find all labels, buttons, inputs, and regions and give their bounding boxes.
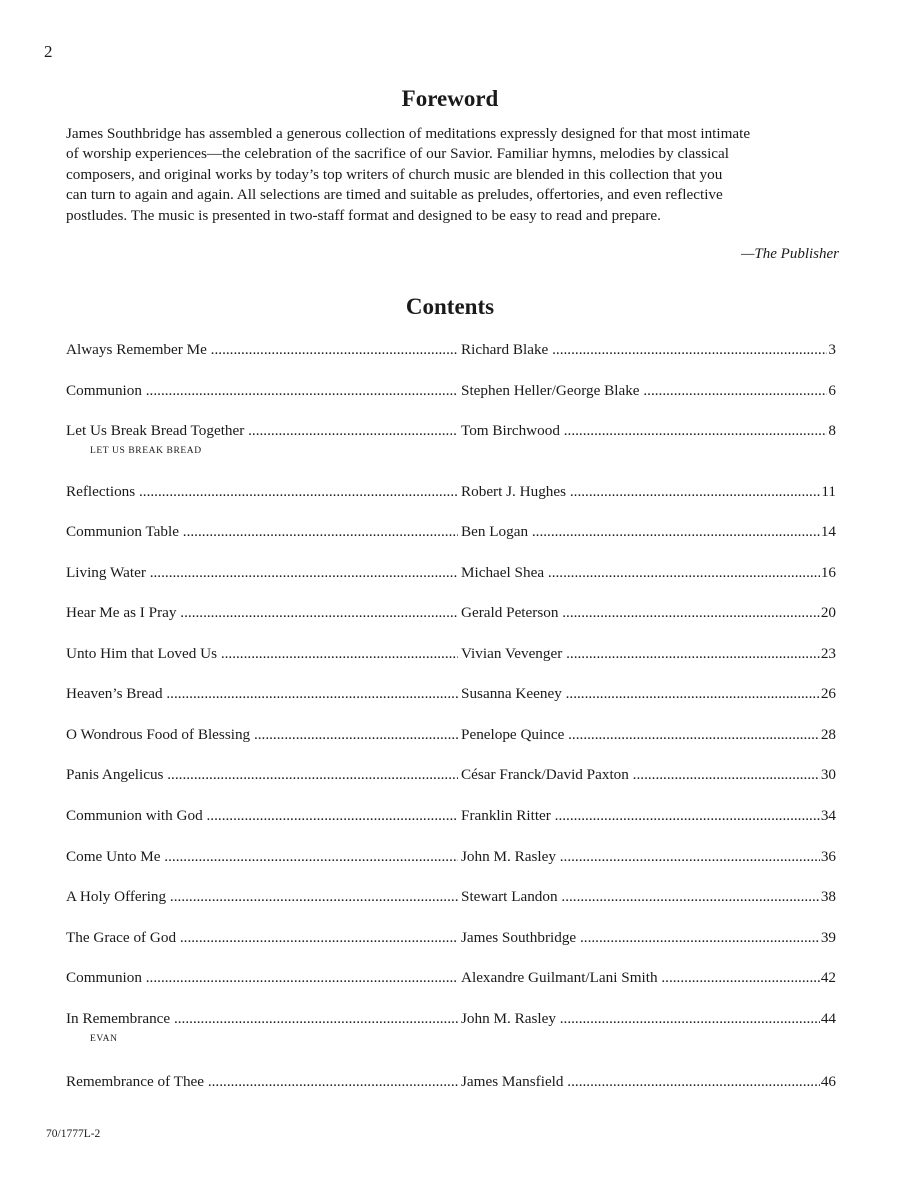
toc-page: 14 bbox=[820, 523, 836, 540]
toc-title: A Holy Offering ..... bbox=[66, 887, 458, 907]
toc-page: 46 bbox=[820, 1073, 836, 1090]
foreword-title: Foreword bbox=[401, 86, 499, 111]
toc-composer: Penelope Quince ..... bbox=[461, 725, 836, 745]
toc-composer: Alexandre Guilmant/Lani Smith ..... bbox=[461, 968, 836, 988]
toc-page: 23 bbox=[820, 645, 836, 662]
toc-title: Living Water ..... bbox=[66, 563, 458, 583]
toc-composer: John M. Rasley ..... bbox=[461, 847, 836, 867]
toc-entry bbox=[66, 887, 836, 907]
toc-page: 42 bbox=[820, 969, 836, 986]
toc-title: Let Us Break Bread Together ..... bbox=[66, 421, 458, 441]
toc-entry bbox=[66, 1072, 836, 1092]
toc-entry bbox=[66, 725, 836, 745]
toc-tune-name: LET US BREAK BREAD bbox=[90, 446, 202, 456]
contents-title: Contents bbox=[405, 294, 495, 319]
toc-entry bbox=[66, 563, 836, 583]
toc-composer: Franklin Ritter ..... bbox=[461, 806, 836, 826]
toc-title: Communion ..... bbox=[66, 968, 458, 988]
toc-page: 8 bbox=[828, 422, 836, 439]
foreword-line: postludes. The music is presented in two-staff format and designed to be easy to read and prepare. bbox=[66, 206, 661, 224]
toc-entry bbox=[66, 522, 836, 542]
toc-page: 11 bbox=[821, 483, 836, 500]
toc-title: Hear Me as I Pray ..... bbox=[66, 603, 458, 623]
toc-entry bbox=[66, 847, 836, 867]
foreword-line: James Southbridge has assembled a generous collection of meditations expressly designed for that most intimate bbox=[66, 125, 751, 142]
toc-page: 20 bbox=[820, 604, 836, 621]
toc-title: Remembrance of Thee ..... bbox=[66, 1072, 458, 1092]
toc-composer: James Southbridge ..... bbox=[461, 928, 836, 948]
toc-composer: César Franck/David Paxton ..... bbox=[461, 765, 836, 785]
toc-page: 36 bbox=[820, 848, 836, 865]
toc-page: 16 bbox=[820, 564, 836, 581]
toc-page: 3 bbox=[828, 341, 836, 358]
toc-composer: James Mansfield ..... bbox=[461, 1072, 836, 1092]
toc-composer: Richard Blake ..... bbox=[461, 340, 836, 360]
toc-title: In Remembrance ..... bbox=[66, 1009, 458, 1029]
toc-page: 44 bbox=[820, 1010, 836, 1027]
toc-entry bbox=[66, 928, 836, 948]
toc-page: 28 bbox=[820, 726, 836, 743]
toc-page: 26 bbox=[820, 685, 836, 702]
toc-title: Reflections ..... bbox=[66, 482, 458, 502]
toc-composer: Ben Logan ..... bbox=[461, 522, 836, 542]
toc-entry bbox=[66, 684, 836, 704]
toc-entry bbox=[66, 381, 836, 401]
toc-entry bbox=[66, 765, 836, 785]
toc-title: Unto Him that Loved Us ..... bbox=[66, 644, 458, 664]
foreword-line: composers, and original works by today’s top writers of church music are blended in this collection that you bbox=[66, 165, 723, 183]
foreword-signature: —The Publisher bbox=[741, 246, 839, 262]
toc-entry bbox=[66, 340, 836, 360]
foreword-body bbox=[66, 124, 842, 226]
toc-title: Communion with God ..... bbox=[66, 806, 458, 826]
toc-title: Panis Angelicus ..... bbox=[66, 765, 458, 785]
toc-page: 30 bbox=[820, 766, 836, 783]
toc-entry bbox=[66, 968, 836, 988]
page-number: 2 bbox=[44, 42, 53, 61]
toc-page: 39 bbox=[820, 929, 836, 946]
toc-composer: Susanna Keeney ..... bbox=[461, 684, 836, 704]
toc-composer: Stewart Landon ..... bbox=[461, 887, 836, 907]
toc-entry bbox=[66, 421, 836, 441]
toc-entry bbox=[66, 482, 836, 502]
toc-tune-name: EVAN bbox=[90, 1034, 118, 1044]
toc-title: Communion ..... bbox=[66, 381, 458, 401]
toc-composer: Michael Shea ..... bbox=[461, 563, 836, 583]
toc-composer: Robert J. Hughes ..... bbox=[461, 482, 836, 502]
toc-page: 34 bbox=[820, 807, 836, 824]
toc-title: Heaven’s Bread ..... bbox=[66, 684, 458, 704]
toc-composer: Vivian Vevenger ..... bbox=[461, 644, 836, 664]
toc-title: Communion Table ..... bbox=[66, 522, 458, 542]
toc-composer: Gerald Peterson ..... bbox=[461, 603, 836, 623]
toc-title: Come Unto Me ..... bbox=[66, 847, 458, 867]
toc-composer: Tom Birchwood ..... bbox=[461, 421, 836, 441]
toc-entry bbox=[66, 806, 836, 826]
toc-composer: John M. Rasley ..... bbox=[461, 1009, 836, 1029]
toc-title: The Grace of God ..... bbox=[66, 928, 458, 948]
toc-title: O Wondrous Food of Blessing ..... bbox=[66, 725, 458, 745]
toc-entry bbox=[66, 644, 836, 664]
toc-page: 38 bbox=[820, 888, 836, 905]
toc-composer: Stephen Heller/George Blake ..... bbox=[461, 381, 836, 401]
toc-entry bbox=[66, 1009, 836, 1029]
toc-title: Always Remember Me ..... bbox=[66, 340, 458, 360]
toc-page: 6 bbox=[828, 382, 836, 399]
toc-entry bbox=[66, 603, 836, 623]
foreword-line: of worship experiences—the celebration of the sacrifice of our Savior. Familiar hymns, melodies by classical bbox=[66, 145, 729, 163]
foreword-line: can turn to again and again. All selections are timed and suitable as preludes, offertories, and even reflective bbox=[66, 186, 723, 204]
catalog-code: 70/1777L-2 bbox=[46, 1128, 101, 1140]
